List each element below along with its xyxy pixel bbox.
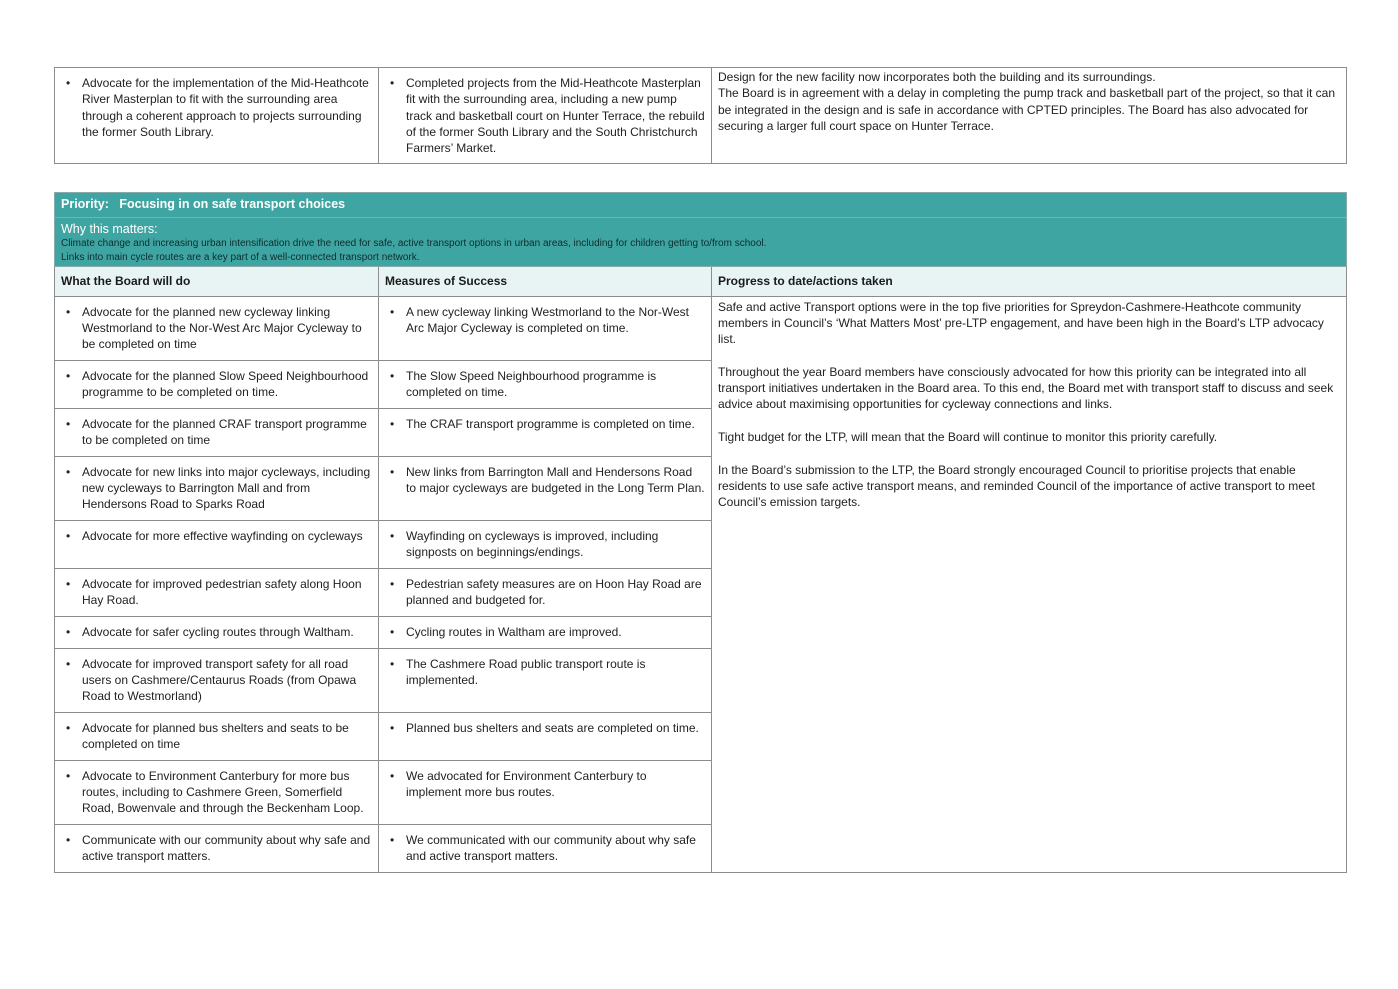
why-matters-line: Climate change and increasing urban intensification drive the need for safe, active transport options in urban areas, including for children getting to/from school.	[61, 238, 767, 250]
progress-paragraph: Tight budget for the LTP, will mean that the Board will continue to monitor this priority carefully.	[718, 429, 1218, 444]
measure-text: The Cashmere Road public transport route is implemented.	[406, 656, 646, 687]
bullet: •	[390, 76, 395, 90]
bullet: •	[66, 416, 71, 431]
measure-text: New links from Barrington Mall and Hendersons Road to major cycleways are budgeted in the Long Term Plan.	[406, 464, 705, 495]
bullet: •	[66, 464, 71, 479]
measure-text: The CRAF transport programme is completed on time.	[406, 416, 695, 431]
measure-cell	[379, 568, 712, 616]
bullet: •	[390, 304, 395, 319]
measure-cell	[379, 712, 712, 760]
will-do-cell	[55, 360, 379, 408]
measure-cell	[379, 616, 712, 648]
progress-paragraph: Design for the new facility now incorporates both the building and its surroundings.	[718, 70, 1156, 84]
measure-cell	[379, 760, 712, 824]
measure-cell	[379, 456, 712, 520]
will-do-cell	[55, 824, 379, 872]
measure-text: Completed projects from the Mid-Heathcote Masterplan fit with the surrounding area, including a new pump track and basketball court on Hunter Terrace, the rebuild of the former South Library and the South Christchurch Farmers’ Market.	[406, 76, 705, 156]
measure-text: Wayfinding on cycleways is improved, including signposts on beginnings/endings.	[406, 528, 659, 559]
measure-text: Planned bus shelters and seats are completed on time.	[406, 720, 699, 735]
bullet: •	[66, 720, 71, 735]
progress-paragraph: Throughout the year Board members have consciously advocated for how this priority can be integrated into all transport initiatives undertaken in the Board area. To this end, the Board met with transport staff to discuss and seek advice about maximising opportunities for cycleway connections and links.	[718, 364, 1334, 412]
progress-paragraph: Safe and active Transport options were in the top five priorities for Spreydon-Cashmere-Heathcote community members in Council’s ‘What Matters Most’ pre-LTP engagement, and have been high in the Board’s LTP advocacy list.	[718, 299, 1324, 347]
why-matters-cell	[55, 218, 1347, 267]
will-do-text: Advocate for improved pedestrian safety along Hoon Hay Road.	[82, 576, 362, 607]
bullet: •	[66, 768, 71, 783]
measure-text: A new cycleway linking Westmorland to the Nor-West Arc Major Cycleway is completed on time.	[406, 304, 690, 335]
will-do-text: Advocate to Environment Canterbury for more bus routes, including to Cashmere Green, Somerfield Road, Bowenvale and through the Beckenham Loop.	[82, 768, 364, 816]
progress-paragraph: In the Board’s submission to the LTP, the Board strongly encouraged Council to prioritise projects that enable residents to use safe active transport means, and reminded Council of the importance of active transport to meet Council’s emission targets.	[718, 462, 1315, 510]
table-row	[55, 68, 1347, 164]
will-do-text: Advocate for planned bus shelters and seats to be completed on time	[82, 720, 349, 751]
bullet: •	[390, 576, 395, 591]
priority-label: Priority:	[61, 197, 109, 211]
previous-priority-table	[54, 67, 1347, 164]
measure-text: Pedestrian safety measures are on Hoon Hay Road are planned and budgeted for.	[406, 576, 702, 607]
will-do-cell	[55, 760, 379, 824]
why-matters-line: Links into main cycle routes are a key part of a well-connected transport network.	[61, 252, 420, 264]
priority-table	[54, 192, 1347, 873]
will-do-text: Advocate for the planned new cycleway linking Westmorland to the Nor-West Arc Major Cycleway to be completed on time	[82, 304, 362, 352]
will-do-cell	[55, 648, 379, 712]
why-matters-title: Why this matters:	[61, 222, 158, 237]
bullet: •	[390, 416, 395, 431]
bullet: •	[66, 656, 71, 671]
will-do-text: Advocate for the implementation of the Mid-Heathcote River Masterplan to fit with the surrounding area through a coherent approach to projects surrounding the former South Library.	[82, 76, 369, 139]
priority-title	[55, 193, 1347, 218]
bullet: •	[390, 768, 395, 783]
measure-cell	[379, 648, 712, 712]
bullet: •	[66, 304, 71, 319]
header-measures: Measures of Success	[379, 267, 712, 296]
bullet: •	[66, 368, 71, 383]
will-do-text: Advocate for new links into major cycleways, including new cycleways to Barrington Mall and from Hendersons Road to Sparks Road	[82, 464, 371, 512]
bullet: •	[66, 76, 71, 90]
measure-cell	[379, 408, 712, 456]
bullet: •	[390, 368, 395, 383]
will-do-cell	[55, 712, 379, 760]
bullet: •	[66, 576, 71, 591]
will-do-cell	[55, 456, 379, 520]
measure-text: Cycling routes in Waltham are improved.	[406, 624, 622, 639]
table-row	[55, 296, 1347, 360]
will-do-text: Advocate for more effective wayfinding on cycleways	[82, 528, 363, 543]
will-do-cell	[55, 408, 379, 456]
measure-text: We advocated for Environment Canterbury to implement more bus routes.	[406, 768, 647, 799]
priority-name: Focusing in on safe transport choices	[119, 197, 346, 211]
bullet: •	[390, 528, 395, 543]
progress-cell	[712, 296, 1347, 872]
measure-cell	[379, 824, 712, 872]
header-will-do: What the Board will do	[55, 267, 379, 296]
bullet: •	[390, 464, 395, 479]
will-do-text: Communicate with our community about why safe and active transport matters.	[82, 832, 371, 863]
will-do-text: Advocate for the planned CRAF transport programme to be completed on time	[82, 416, 367, 447]
bullet: •	[66, 832, 71, 847]
why-matters-row	[55, 218, 1347, 267]
measure-cell	[379, 520, 712, 568]
will-do-cell	[55, 296, 379, 360]
will-do-text: Advocate for improved transport safety for all road users on Cashmere/Centaurus Roads (from Opawa Road to Westmorland)	[82, 656, 357, 704]
will-do-cell	[55, 568, 379, 616]
bullet: •	[66, 624, 71, 639]
bullet: •	[390, 624, 395, 639]
header-progress: Progress to date/actions taken	[712, 267, 1347, 296]
bullet: •	[390, 720, 395, 735]
progress-paragraph: The Board is in agreement with a delay in completing the pump track and basketball part of the project, so that it can be integrated in the design and is safe in accordance with CPTED principles. The Board has also advocated for securing a larger full court space on Hunter Terrace.	[718, 86, 1336, 133]
measure-text: The Slow Speed Neighbourhood programme is completed on time.	[406, 368, 657, 399]
will-do-text: Advocate for safer cycling routes through Waltham.	[82, 624, 354, 639]
bullet: •	[390, 656, 395, 671]
measure-cell	[379, 360, 712, 408]
priority-header-row	[55, 193, 1347, 218]
will-do-cell	[55, 616, 379, 648]
measure-cell	[379, 68, 712, 164]
progress-cell	[712, 68, 1347, 164]
will-do-cell	[55, 68, 379, 164]
bullet: •	[66, 528, 71, 543]
measure-cell	[379, 296, 712, 360]
column-header-row	[55, 267, 1347, 296]
will-do-cell	[55, 520, 379, 568]
will-do-text: Advocate for the planned Slow Speed Neighbourhood programme to be completed on time.	[82, 368, 369, 399]
bullet: •	[390, 832, 395, 847]
measure-text: We communicated with our community about why safe and active transport matters.	[406, 832, 696, 863]
